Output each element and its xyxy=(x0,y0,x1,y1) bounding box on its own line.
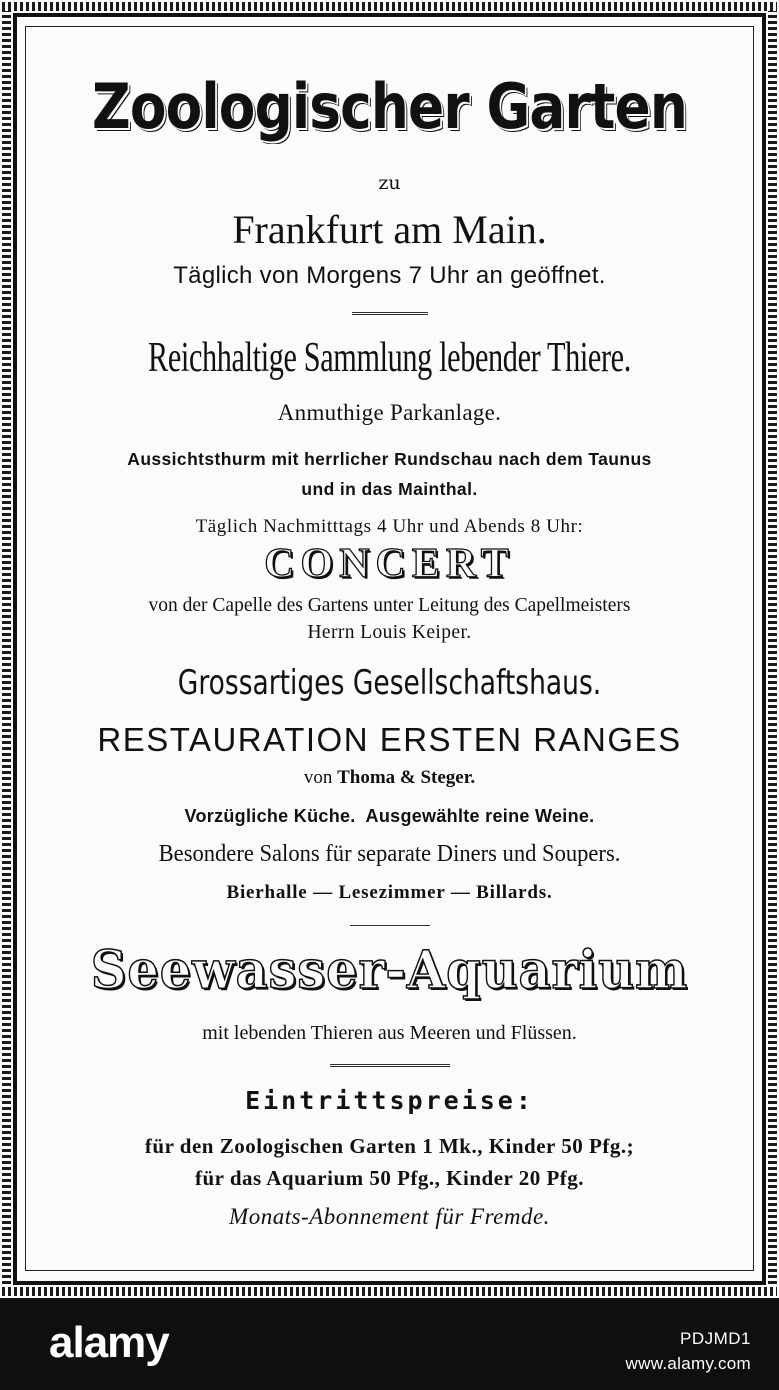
park-line: Anmuthige Parkanlage. xyxy=(277,400,502,425)
salons-line: Besondere Salons für separate Diners und Soupers. xyxy=(158,841,621,867)
subscription-line: Monats-Abonnement für Fremde. xyxy=(229,1204,550,1229)
divider-rule xyxy=(352,312,428,315)
restaurant-owners xyxy=(30,767,749,789)
amenities-line: Bierhalle — Lesezimmer — Billards. xyxy=(226,882,553,903)
aquarium-subtitle: mit lebenden Thieren aus Meeren und Flüssen. xyxy=(202,1022,577,1044)
city-name: Frankfurt am Main. xyxy=(232,207,547,252)
price-aquarium: für das Aquarium 50 Pfg., Kinder 20 Pfg. xyxy=(194,1166,585,1190)
watermark-url: www.alamy.com xyxy=(625,1354,751,1373)
conductor-name: Herrn Louis Keiper. xyxy=(307,622,472,643)
poster-title: Zoologischer Garten xyxy=(92,70,687,143)
divider-rule xyxy=(350,925,430,926)
image-id: PDJMD1 xyxy=(679,1329,751,1348)
restaurant-heading: RESTAURATION ERSTEN RANGES xyxy=(97,721,682,758)
poster-content xyxy=(30,30,749,1268)
kitchen-line: Vorzügliche Küche. Ausgewählte reine Weine. xyxy=(184,806,595,826)
tower-line-1: Aussichtsthurm mit herrlicher Rundschau nach dem Taunus xyxy=(127,449,652,469)
connector-zu: zu xyxy=(378,172,401,194)
concert-heading: CONCERT xyxy=(264,541,515,587)
alamy-logo: alamy xyxy=(49,1318,169,1367)
restaurant-owner-names: Thoma & Steger. xyxy=(337,767,476,788)
opening-hours: Täglich von Morgens 7 Uhr an geöffnet. xyxy=(173,262,606,289)
concert-times: Täglich Nachmitttags 4 Uhr und Abends 8 Uhr: xyxy=(195,516,584,537)
prices-heading: Eintrittspreise: xyxy=(245,1086,534,1115)
divider-rule xyxy=(330,1064,450,1067)
price-zoo: für den Zoologischen Garten 1 Mk., Kinder 50 Pfg.; xyxy=(144,1134,635,1158)
collection-heading: Reichhaltige Sammlung lebender Thiere. xyxy=(148,335,631,381)
orchestra-line: von der Capelle des Gartens unter Leitung des Capellmeisters xyxy=(148,595,631,616)
society-house-heading: Grossartiges Gesellschaftshaus. xyxy=(177,663,602,703)
tower-line-2: und in das Mainthal. xyxy=(301,479,478,499)
aquarium-heading: Seewasser-Aquarium xyxy=(90,940,689,1001)
restaurant-by-prefix: von xyxy=(303,767,333,788)
watermark-bar xyxy=(0,1298,779,1390)
